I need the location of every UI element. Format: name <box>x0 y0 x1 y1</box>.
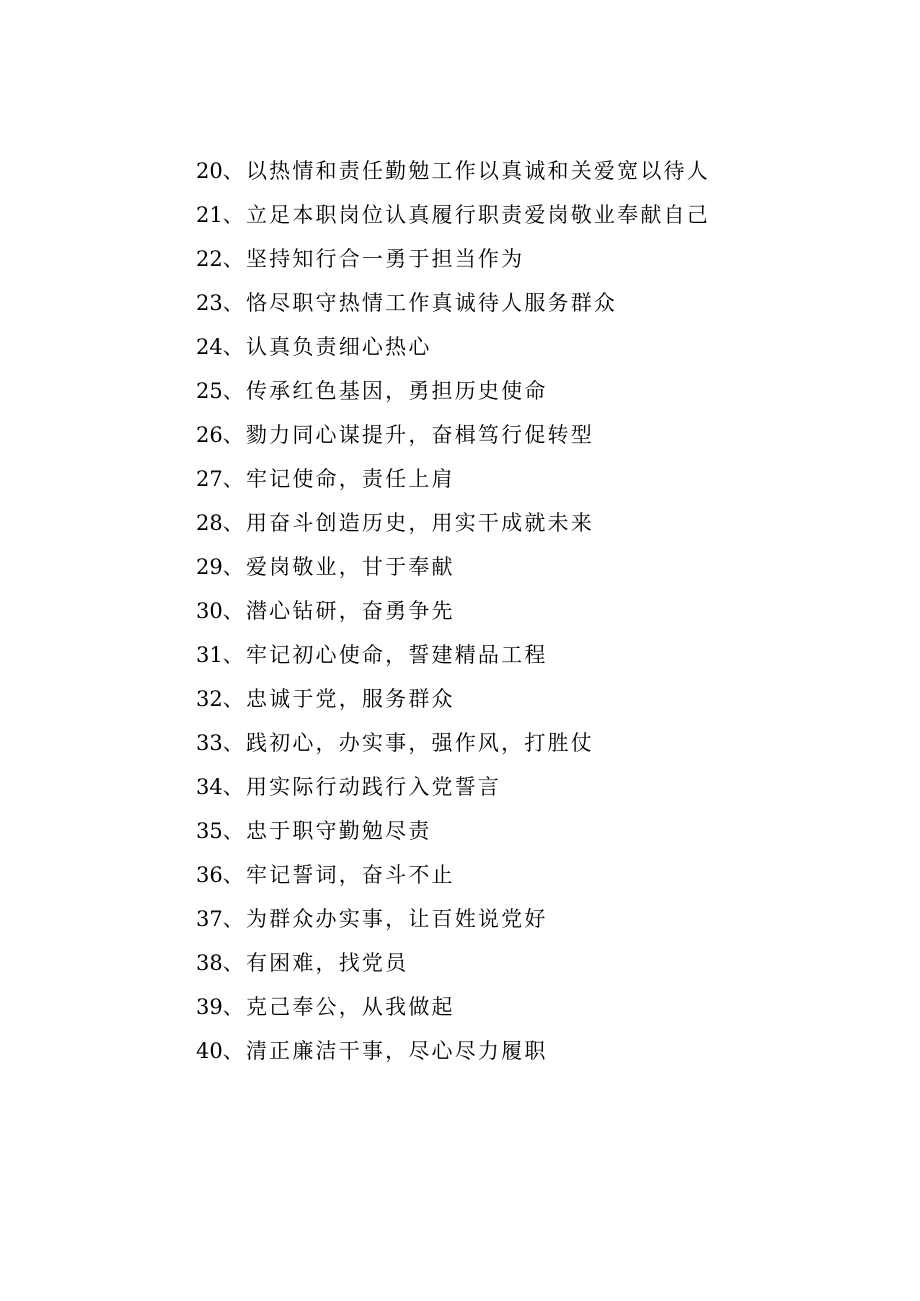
item-number: 20 <box>196 159 223 183</box>
item-separator: 、 <box>222 863 246 887</box>
item-text: 用实际行动践行入党誓言 <box>245 775 502 799</box>
item-text: 勠力同心谋提升，奋楫笃行促转型 <box>245 423 594 447</box>
list-item <box>196 809 710 853</box>
item-text: 忠于职守勤勉尽责 <box>245 819 432 843</box>
item-separator: 、 <box>222 379 246 403</box>
list-item <box>196 985 710 1029</box>
item-text: 立足本职岗位认真履行职责爱岗敬业奉献自己 <box>245 203 710 227</box>
item-number: 34 <box>196 775 223 799</box>
list-item <box>196 853 710 897</box>
item-text: 潜心钻研，奋勇争先 <box>245 599 455 623</box>
item-text: 牢记初心使命，誓建精品工程 <box>245 643 548 667</box>
list-item <box>196 369 710 413</box>
item-separator: 、 <box>222 1039 246 1063</box>
slogan-list <box>196 149 710 1073</box>
item-number: 37 <box>196 907 223 931</box>
item-text: 忠诚于党，服务群众 <box>245 687 455 711</box>
item-separator: 、 <box>222 599 246 623</box>
item-separator: 、 <box>222 247 246 271</box>
list-item <box>196 941 710 985</box>
item-text: 用奋斗创造历史，用实干成就未来 <box>245 511 594 535</box>
item-separator: 、 <box>222 511 246 535</box>
item-separator: 、 <box>222 775 246 799</box>
item-number: 40 <box>196 1039 223 1063</box>
item-number: 39 <box>196 995 223 1019</box>
list-item <box>196 897 710 941</box>
item-separator: 、 <box>222 687 246 711</box>
item-number: 29 <box>196 555 223 579</box>
item-text: 传承红色基因，勇担历史使命 <box>245 379 548 403</box>
list-item <box>196 721 710 765</box>
item-separator: 、 <box>222 555 246 579</box>
list-item <box>196 413 710 457</box>
item-number: 23 <box>196 291 223 315</box>
item-separator: 、 <box>222 907 246 931</box>
list-item <box>196 237 710 281</box>
item-separator: 、 <box>222 335 246 359</box>
list-item <box>196 193 710 237</box>
item-text: 认真负责细心热心 <box>245 335 432 359</box>
item-number: 33 <box>196 731 223 755</box>
item-text: 践初心，办实事，强作风，打胜仗 <box>245 731 594 755</box>
item-number: 38 <box>196 951 223 975</box>
item-number: 25 <box>196 379 223 403</box>
list-item <box>196 325 710 369</box>
list-item <box>196 501 710 545</box>
item-number: 35 <box>196 819 223 843</box>
list-item <box>196 1029 710 1073</box>
item-separator: 、 <box>222 951 246 975</box>
item-number: 31 <box>196 643 223 667</box>
item-text: 清正廉洁干事，尽心尽力履职 <box>245 1039 548 1063</box>
item-number: 24 <box>196 335 223 359</box>
item-number: 32 <box>196 687 223 711</box>
item-text: 牢记誓词，奋斗不止 <box>245 863 455 887</box>
list-item <box>196 677 710 721</box>
list-item <box>196 281 710 325</box>
list-item <box>196 765 710 809</box>
list-item <box>196 149 710 193</box>
item-number: 22 <box>196 247 223 271</box>
item-separator: 、 <box>222 731 246 755</box>
item-text: 为群众办实事，让百姓说党好 <box>245 907 548 931</box>
item-text: 有困难，找党员 <box>245 951 409 975</box>
item-text: 以热情和责任勤勉工作以真诚和关爱宽以待人 <box>245 159 710 183</box>
item-number: 28 <box>196 511 223 535</box>
item-separator: 、 <box>222 291 246 315</box>
item-separator: 、 <box>222 423 246 447</box>
item-separator: 、 <box>222 159 246 183</box>
item-text: 牢记使命，责任上肩 <box>245 467 455 491</box>
item-text: 克己奉公，从我做起 <box>245 995 455 1019</box>
item-separator: 、 <box>222 995 246 1019</box>
list-item <box>196 545 710 589</box>
item-text: 坚持知行合一勇于担当作为 <box>245 247 525 271</box>
item-number: 30 <box>196 599 223 623</box>
item-number: 36 <box>196 863 223 887</box>
item-separator: 、 <box>222 467 246 491</box>
list-item <box>196 457 710 501</box>
item-number: 27 <box>196 467 223 491</box>
item-number: 26 <box>196 423 223 447</box>
item-number: 21 <box>196 203 223 227</box>
item-separator: 、 <box>222 643 246 667</box>
item-separator: 、 <box>222 203 246 227</box>
list-item <box>196 589 710 633</box>
item-separator: 、 <box>222 819 246 843</box>
item-text: 爱岗敬业，甘于奉献 <box>245 555 455 579</box>
list-item <box>196 633 710 677</box>
item-text: 恪尽职守热情工作真诚待人服务群众 <box>245 291 618 315</box>
